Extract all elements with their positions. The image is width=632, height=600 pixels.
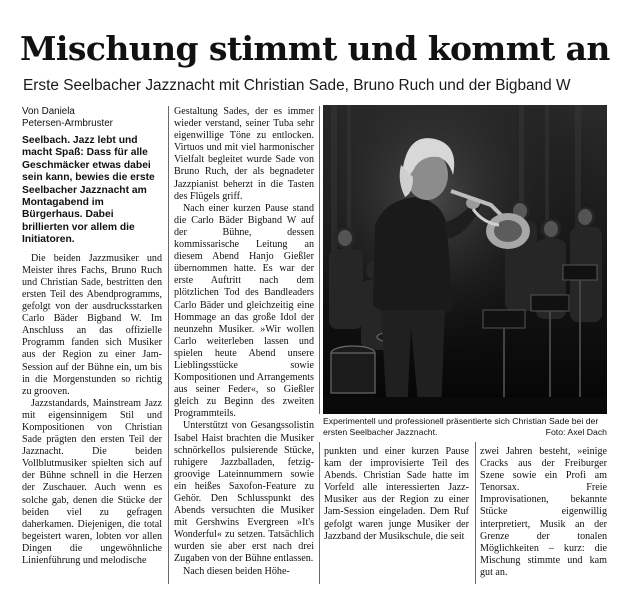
- subheadline: Erste Seelbacher Jazznacht mit Christian Sade, Bruno Ruch und der Bigband W: [23, 77, 571, 94]
- photo-credit: Foto: Axel Dach: [545, 426, 607, 437]
- body-paragraph: Unterstützt von Gesangssolistin Isabel Haist brachten die Musiker schnörkellos pulsierende Stücke, ruhigere Jazzballaden, fetzig-groovige Lateinnummern sowie ein heißes Saxofon-Feature zu Gehör. Den Schlusspunkt des Abends versuchten die Musiker mit Gershwins Evergreen »It's Wonderful« zu setzen. Tatsächlich wurden sie aber erst nach drei Zugaben von der Bühne entlassen.: [174, 420, 314, 565]
- column-rule-bottom-1: [319, 442, 320, 584]
- article-column-2: [174, 106, 314, 590]
- article-column-1: [22, 106, 162, 590]
- photo-caption: [323, 416, 607, 437]
- byline: [22, 106, 162, 130]
- column-rule-bottom-2: [475, 442, 476, 584]
- caption-text: Experimentell und professionell präsentierte sich Christian Sade bei der ersten Seelbacher Jazznacht.: [323, 416, 599, 437]
- body-paragraph: punkten und einer kurzen Pause kam der improvisierte Teil des Abends. Christian Sade hatte im Vorfeld alle interessierten Jazz-Musiker aus der Region zu einer Jam-Session eingeladen. Dem Ruf gefolgt waren junge Musiker der Jazzband der Musikschule, die seit: [324, 446, 469, 542]
- lead-paragraph: Seelbach. Jazz lebt und macht Spaß: Dass für alle Geschmäcker etwas dabei sein kann, bewies die erste Seelbacher Jazznacht am Montagabend im Bürgerhaus. Dabei brillierten vor allem die Initiatoren.: [22, 135, 155, 246]
- byline-line-2: Petersen-Armbruster: [22, 118, 113, 129]
- photo-image: [323, 105, 607, 414]
- body-paragraph: zwei Jahren besteht, »einige Cracks aus der Freiburger Szene sowie ein Profi am Tenorsax. Freie Improvisationen, bekannte Stücke eigenwillig interpretiert, Musik an der Grenze der tonalen Möglichkeiten – kurz: die Mischung stimmte und kam gut an.: [480, 446, 607, 578]
- body-paragraph: Nach diesen beiden Höhe-: [183, 565, 290, 577]
- column-rule-1: [168, 106, 169, 584]
- body-paragraph: Die beiden Jazzmusiker und Meister ihres Fachs, Bruno Ruch und Christian Sade, bestritten den ersten Teil des Abendprogramms, gefolgt von der ausdrucksstarken Carlo Bäder Bigband W. Im Anschluss an das offizielle Programm fanden sich Musiker aus der Region zu einer Jam-Session auf der Bühne ein, um bis in die Morgenstunden so richtig zu grooven.: [22, 252, 162, 397]
- column-rule-2: [319, 106, 320, 414]
- body-paragraph: Nach einer kurzen Pause stand die Carlo Bäder Bigband W auf der Bühne, dessen kommissarische Leitung an diesem Abend Hanjo Gießler übernommen hatte. Es war der erste Auftritt nach dem plötzlichen Tod des Bandleaders Carlo Bäder und gleichzeitig eine Hommage an das große Idol der neunzehn Musiker. »Wir wollen Carlo weiterleben lassen und spielen heute Abend unsere Lieblingsstücke sowie Kompositionen und Arrangements aus seiner Feder«, so Gießler gleich zu Beginn des zweiten Programmteils.: [174, 202, 314, 420]
- byline-line-1: Von Daniela: [22, 106, 75, 117]
- article-column-4: [480, 446, 607, 586]
- body-paragraph: Gestaltung Sades, der es immer wieder verstand, seiner Tuba sehr eigenwillige Töne zu entlocken. Virtuos und mit viel harmonischer Vielfalt begleitet wurde Sade von Bruno Ruch, der als begnadeter Jazzpianist beherzt in die Tasten des Flügels griff.: [174, 106, 314, 202]
- article-column-3: [324, 446, 469, 586]
- headline: Mischung stimmt und kommt an: [20, 29, 610, 68]
- body-paragraph: Jazzstandards, Mainstream Jazz mit eigensinnigem Stil und Kompositionen von Christian Sade prägten den ersten Teil der Jazznacht. Die beiden Vollblutmusiker spielten sich auf der Bühne schnell in die Herzen der Zuschauer. Auch wenn es solche gab, denen die Stücke der beiden viel zu gefragen daherkamen. Diejenigen, die total begeistert waren, lobten vor allen Dingen die ungewöhnliche Linienführung und melodische: [22, 397, 162, 566]
- concert-photo: [323, 105, 607, 414]
